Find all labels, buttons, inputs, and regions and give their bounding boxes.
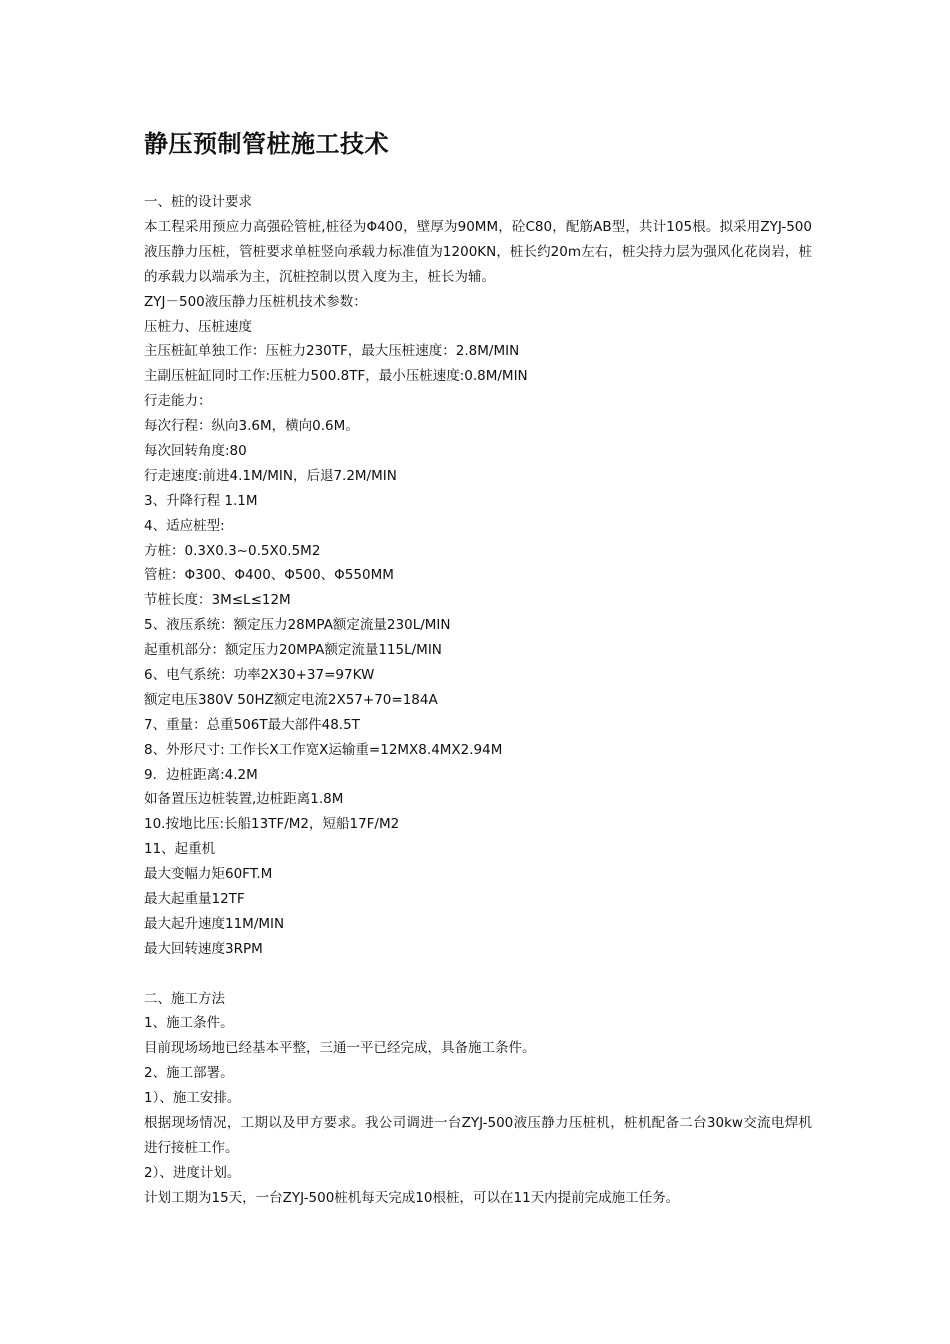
param-line: 起重机部分：额定压力20MPA额定流量115L/MIN — [144, 642, 442, 659]
document-body — [144, 190, 812, 1211]
subheading: ZYJ－500液压静力压桩机技术参数： — [144, 293, 367, 310]
spacer — [144, 962, 812, 987]
param-line: 压桩力、压桩速度 — [144, 318, 252, 335]
item-heading: 2、施工部署。 — [144, 1065, 234, 1082]
param-line: 9．边桩距离:4.2M — [144, 766, 258, 783]
param-line: 最大变幅力矩60FT.M — [144, 866, 273, 883]
section-heading: 二、施工方法 — [144, 990, 225, 1007]
param-line: 最大起升速度11M/MIN — [144, 915, 285, 932]
param-line: 5、液压系统：额定压力28MPA额定流量230L/MIN — [144, 617, 451, 634]
item-text: 目前现场场地已经基本平整，三通一平已经完成，具备施工条件。 — [144, 1040, 536, 1057]
param-line: 每次回转角度:80 — [144, 442, 247, 459]
param-line: 方桩：0.3X0.3~0.5X0.5M2 — [144, 542, 321, 559]
item-heading: 1、施工条件。 — [144, 1015, 234, 1032]
param-line: 主压桩缸单独工作：压桩力230TF，最大压桩速度：2.8M/MIN — [144, 343, 520, 360]
param-line: 最大回转速度3RPM — [144, 940, 263, 957]
paragraph: 根据现场情况，工期以及甲方要求。我公司调进一台ZYJ-500液压静力压桩机，桩机配备二台30kw交流电焊机进行接桩工作。 — [144, 1115, 812, 1156]
param-line: 每次行程：纵向3.6M，横向0.6M。 — [144, 418, 359, 435]
item-text: 计划工期为15天，一台ZYJ-500桩机每天完成10根桩，可以在11天内提前完成施工任务。 — [144, 1189, 680, 1206]
param-line: 行走速度:前进4.1M/MIN，后退7.2M/MIN — [144, 467, 397, 484]
param-line: 节桩长度：3M≤L≤12M — [144, 592, 291, 609]
section-heading: 一、桩的设计要求 — [144, 194, 252, 210]
subitem-heading: 1）、施工安排。 — [144, 1090, 241, 1107]
document-title: 静压预制管桩施工技术 — [144, 130, 389, 158]
param-line: 4、适应桩型: — [144, 517, 225, 534]
param-line: 管桩：Φ300、Φ400、Φ500、Φ550MM — [144, 567, 394, 584]
param-line: 11、起重机 — [144, 841, 216, 858]
param-line: 7、重量：总重506T最大部件48.5T — [144, 716, 360, 733]
param-line: 主副压桩缸同时工作:压桩力500.8TF，最小压桩速度:0.8M/MIN — [144, 368, 528, 385]
param-line: 如备置压边桩装置,边桩距离1.8M — [144, 791, 344, 808]
paragraph: 本工程采用预应力高强砼管桩,桩径为Φ400，壁厚为90MM，砼C80，配筋AB型，共计105根。拟采用ZYJ-500液压静力压桩，管桩要求单桩竖向承载力标准值为1200KN，桩长约20m左右，桩尖持力层为强风化花岗岩，桩的承载力以端承为主，沉桩控制以贯入度为主，桩长为辅。 — [144, 218, 812, 285]
param-line: 3、升降行程 1.1M — [144, 492, 258, 509]
param-line: 额定电压380V 50HZ额定电流2X57+70=184A — [144, 691, 438, 708]
subitem-heading: 2）、进度计划。 — [144, 1164, 241, 1181]
param-line: 8、外形尺寸: 工作长X工作宽X运输重=12MX8.4MX2.94M — [144, 741, 503, 758]
param-line: 最大起重量12TF — [144, 890, 245, 907]
param-line: 行走能力： — [144, 393, 212, 410]
param-line: 6、电气系统：功率2X30+37=97KW — [144, 666, 375, 683]
param-line: 10.按地比压:长船13TF/M2，短船17F/M2 — [144, 816, 400, 833]
